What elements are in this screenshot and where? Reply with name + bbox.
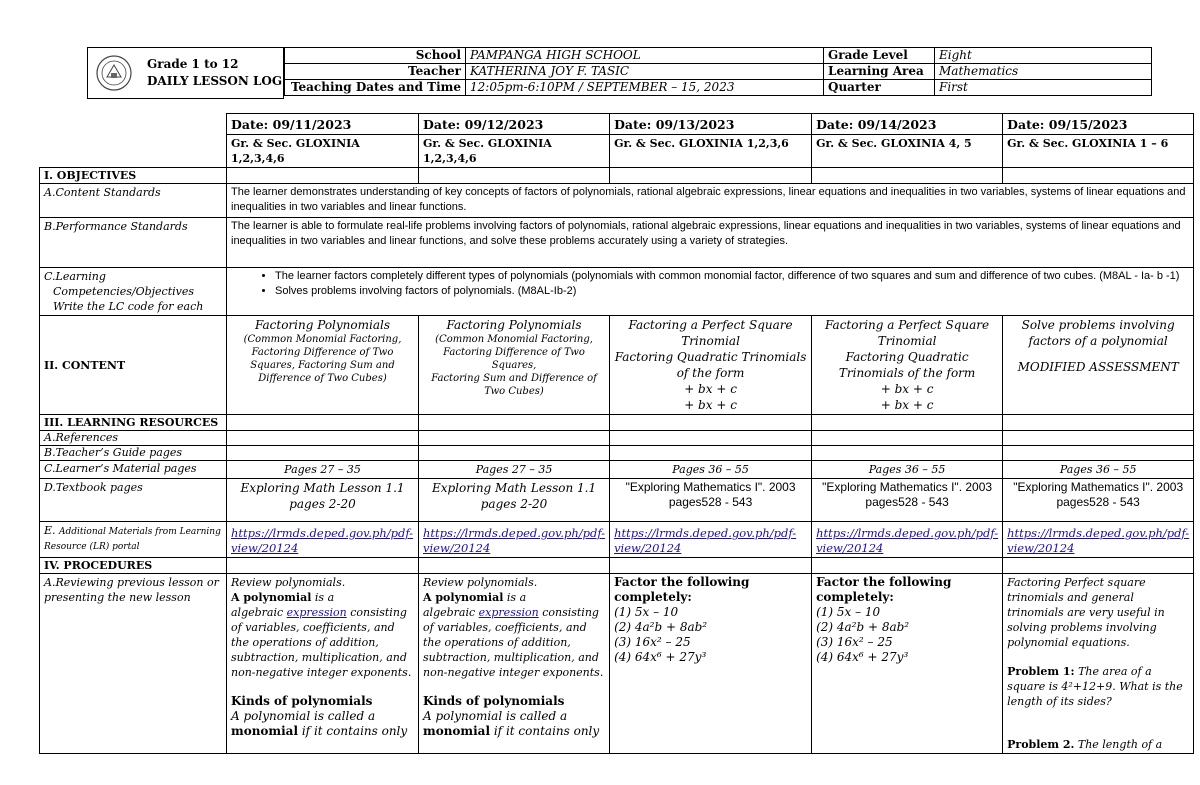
- textbook-label: D.Textbook pages: [40, 479, 227, 522]
- blank-cell: [40, 114, 227, 135]
- area-value: Mathematics: [935, 64, 1152, 80]
- lm-pages-2: Pages 27 – 35: [419, 461, 610, 479]
- day-1-section: Gr. & Sec. GLOXINIA 1,2,3,4,6: [227, 135, 419, 168]
- title-line-1: Grade 1 to 12: [147, 57, 239, 71]
- lesson-log-table: [39, 113, 1194, 754]
- day-4-review: Factor the following completely: (1) 5x – 10 (2) 4a²b + 8ab² (3) 16x² – 25 (4) 64x⁶ + 27y³: [812, 574, 1003, 754]
- section-row: [40, 135, 1194, 168]
- day-2-section: Gr. & Sec. GLOXINIA 1,2,3,4,6: [419, 135, 610, 168]
- textbook-3: "Exploring Mathematics I". 2003 pages528 - 543: [610, 479, 812, 522]
- competencies-label: C.Learning Competencies/Objectives Write the LC code for each: [40, 268, 227, 316]
- competency-item: • The learner factors completely different types of polynomials (polynomials with common monomial factor, difference of two squares and sum and difference of two cubes. (M8AL - Ia- b -1): [275, 269, 1189, 284]
- competency-item: • Solves problems involving factors of polynomials. (M8AL-Ib-2): [275, 284, 1189, 299]
- resources-heading: III. LEARNING RESOURCES: [40, 415, 227, 431]
- day-2-review: Review polynomials. A polynomial is a algebraic expression consisting of variables, coefficients, and the operations of addition, subtraction, multiplication, and non-negative integer exponents. Kinds of polynomials A polynomial is called a monomial if it contains only: [419, 574, 610, 754]
- lr-link-2[interactable]: https://lrmds.deped.gov.ph/pdf-view/20124: [423, 526, 606, 555]
- dates-value: 12:05pm-6:10PM / SEPTEMBER – 15, 2023: [466, 80, 824, 96]
- quarter-label: Quarter: [824, 80, 935, 96]
- textbook-5: "Exploring Mathematics I". 2003 pages528 - 543: [1003, 479, 1194, 522]
- day-1-content: Factoring Polynomials (Common Monomial Factoring, Factoring Difference of Two Squares, Factoring Sum and Difference of Two Cubes): [227, 316, 419, 415]
- school-label: School: [285, 48, 466, 64]
- deped-seal-icon: [96, 55, 132, 91]
- objectives-heading: I. OBJECTIVES: [40, 168, 227, 184]
- day-5-review: Factoring Perfect square trinomials and general trinomials are very useful in solving problems involving polynomial equations. Problem 1: The area of a square is 4²+12+9. What is the length of its sides? Problem 2. The length of a: [1003, 574, 1194, 754]
- procedures-heading: IV. PROCEDURES: [40, 558, 227, 574]
- content-standards-text: The learner demonstrates understanding of key concepts of factors of polynomials, rational algebraic expressions, linear equations and inequalities in two variables, systems of linear equations and inequalities in two variables and linear functions.: [227, 184, 1194, 218]
- performance-standards-label: B.Performance Standards: [40, 218, 227, 268]
- day-4-section: Gr. & Sec. GLOXINIA 4, 5: [812, 135, 1003, 168]
- blank-cell: [40, 135, 227, 168]
- performance-standards-text: The learner is able to formulate real-life problems involving factors of polynomials, rational algebraic expressions, linear equations and inequalities in two variables, systems of linear equations and inequalities in two variables and linear functions, and solve these problems accurately using a variety of strategies.: [227, 218, 1194, 268]
- day-5-content: Solve problems involving factors of a polynomial MODIFIED ASSESSMENT: [1003, 316, 1194, 415]
- textbook-2: Exploring Math Lesson 1.1 pages 2-20: [419, 479, 610, 522]
- header-logo-box: [87, 47, 284, 99]
- lr-portal-label: E. Additional Materials from Learning Resource (LR) portal: [40, 522, 227, 558]
- school-value: PAMPANGA HIGH SCHOOL: [466, 48, 824, 64]
- day-3-date: Date: 09/13/2023: [610, 114, 812, 135]
- teacher-label: Teacher: [285, 64, 466, 80]
- day-2-content: Factoring Polynomials (Common Monomial Factoring, Factoring Difference of Two Squares, Factoring Sum and Difference of Two Cubes): [419, 316, 610, 415]
- lr-link-4[interactable]: https://lrmds.deped.gov.ph/pdf-view/20124: [816, 526, 999, 555]
- references-label: A.References: [40, 431, 227, 446]
- day-5-date: Date: 09/15/2023: [1003, 114, 1194, 135]
- lm-pages-5: Pages 36 – 55: [1003, 461, 1194, 479]
- date-row: [40, 114, 1194, 135]
- competencies-list: [227, 268, 1194, 316]
- day-5-section: Gr. & Sec. GLOXINIA 1 – 6: [1003, 135, 1194, 168]
- lr-link-5[interactable]: https://lrmds.deped.gov.ph/pdf-view/20124: [1007, 526, 1190, 555]
- log-title: [147, 56, 282, 90]
- content-standards-label: A.Content Standards: [40, 184, 227, 218]
- day-3-content: Factoring a Perfect Square Trinomial Factoring Quadratic Trinomials of the form + bx + c + bx + c: [610, 316, 812, 415]
- lr-link-1[interactable]: https://lrmds.deped.gov.ph/pdf-view/20124: [231, 526, 414, 555]
- lm-pages-1: Pages 27 – 35: [227, 461, 419, 479]
- lm-pages-4: Pages 36 – 55: [812, 461, 1003, 479]
- title-line-2: DAILY LESSON LOG: [147, 74, 283, 88]
- dates-label: Teaching Dates and Time: [285, 80, 466, 96]
- reviewing-label: A.Reviewing previous lesson or presenting the new lesson: [40, 574, 227, 754]
- teacher-value: KATHERINA JOY F. TASIC: [466, 64, 824, 80]
- day-4-content: Factoring a Perfect Square Trinomial Factoring Quadratic Trinomials of the form + bx + c + bx + c: [812, 316, 1003, 415]
- day-4-date: Date: 09/14/2023: [812, 114, 1003, 135]
- quarter-value: First: [935, 80, 1152, 96]
- teachers-guide-label: B.Teacher’s Guide pages: [40, 446, 227, 461]
- textbook-4: "Exploring Mathematics I". 2003 pages528 - 543: [812, 479, 1003, 522]
- day-3-section: Gr. & Sec. GLOXINIA 1,2,3,6: [610, 135, 812, 168]
- lm-pages-3: Pages 36 – 55: [610, 461, 812, 479]
- day-1-review: Review polynomials. A polynomial is a algebraic expression consisting of variables, coefficients, and the operations of addition, subtraction, multiplication, and non-negative integer exponents. Kinds of polynomials A polynomial is called a monomial if it contains only: [227, 574, 419, 754]
- grade-value: Eight: [935, 48, 1152, 64]
- lr-link-3[interactable]: https://lrmds.deped.gov.ph/pdf-view/20124: [614, 526, 797, 555]
- day-2-date: Date: 09/12/2023: [419, 114, 610, 135]
- day-3-review: Factor the following completely: (1) 5x – 10 (2) 4a²b + 8ab² (3) 16x² – 25 (4) 64x⁶ + 27y³: [610, 574, 812, 754]
- area-label: Learning Area: [824, 64, 935, 80]
- textbook-1: Exploring Math Lesson 1.1 pages 2-20: [227, 479, 419, 522]
- day-1-date: Date: 09/11/2023: [227, 114, 419, 135]
- content-heading: II. CONTENT: [40, 316, 227, 415]
- grade-label: Grade Level: [824, 48, 935, 64]
- header-info-table: [284, 47, 1152, 96]
- learners-material-label: C.Learner’s Material pages: [40, 461, 227, 479]
